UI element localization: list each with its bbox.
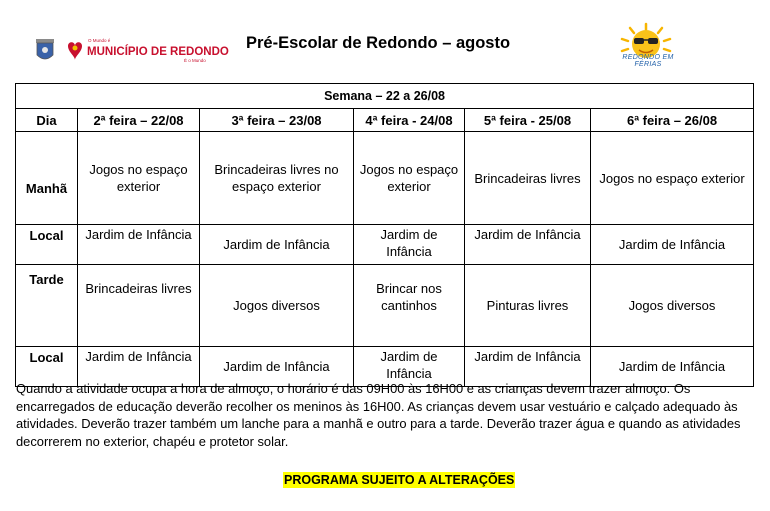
- table-row: [16, 225, 754, 265]
- table-cell: Jogos diversos: [591, 265, 754, 347]
- table-row: [16, 132, 754, 225]
- notice-banner: PROGRAMA SUJEITO A ALTERAÇÕES: [284, 473, 515, 487]
- column-header-day: Dia: [16, 109, 78, 132]
- coat-of-arms-icon: [36, 39, 54, 59]
- table-cell: Pinturas livres: [465, 265, 591, 347]
- table-cell: Jogos no espaço exterior: [354, 132, 465, 225]
- table-cell: Jardim de Infância: [465, 225, 591, 265]
- table-cell: Jardim de Infância: [200, 225, 354, 265]
- row-label-afternoon: Tarde: [16, 265, 78, 347]
- row-label-location: Local: [16, 225, 78, 265]
- schedule-table: [15, 83, 754, 387]
- table-cell: Jogos diversos: [200, 265, 354, 347]
- table-cell: Jardim de Infância: [78, 225, 200, 265]
- info-paragraph: Quando a atividade ocupa a hora de almoço, o horário é das 09H00 às 16H00 e as crianças devem trazer almoço. Os encarregados de educação deverão recolher os meninos às 16H00. As crianças devem usar vestuário e calçado adequado às atividades. Deverão trazer também um lanche para a manhã e outro para a tarde. Deverão trazer água e quando as atividades decorrerem no exterior, chapéu e protetor solar.: [16, 381, 741, 449]
- column-header-tuesday: 3ª feira – 23/08: [200, 109, 354, 132]
- municipio-redondo-logo: [34, 34, 229, 68]
- municipality-name: MUNICÍPIO DE REDONDO: [87, 46, 229, 58]
- table-cell: Jardim de Infância: [78, 347, 200, 387]
- column-header-thursday: 5ª feira - 25/08: [465, 109, 591, 132]
- table-cell: Jardim de Infância: [354, 225, 465, 265]
- header-row: [16, 109, 754, 132]
- sun-icon: [622, 24, 670, 58]
- column-header-friday: 6ª feira – 26/08: [591, 109, 754, 132]
- table-cell: Jogos no espaço exterior: [591, 132, 754, 225]
- table-cell: Brincadeiras livres no espaço exterior: [200, 132, 354, 225]
- heart-emblem-icon: [68, 42, 82, 60]
- row-label-morning: Manhã: [16, 132, 78, 225]
- municipality-tag-top: O Mundo é: [88, 38, 111, 43]
- table-cell: Jardim de Infância: [465, 347, 591, 387]
- week-label: Semana – 22 a 26/08: [16, 84, 754, 109]
- table-cell: Jardim de Infância: [591, 225, 754, 265]
- table-row: [16, 265, 754, 347]
- table-cell: Jardim de Infância: [354, 347, 465, 387]
- table-cell: Brincar nos cantinhos: [354, 265, 465, 347]
- page-title: Pré-Escolar de Redondo – agosto: [246, 34, 511, 52]
- column-header-wednesday: 4ª feira - 24/08: [354, 109, 465, 132]
- municipality-tag-bottom: É o Mundo: [184, 58, 206, 63]
- row-label-location: Local: [16, 347, 78, 387]
- week-row: [16, 84, 754, 109]
- table-cell: Jogos no espaço exterior: [78, 132, 200, 225]
- table-cell: Jardim de Infância: [591, 347, 754, 387]
- table-cell: Jardim de Infância: [200, 347, 354, 387]
- column-header-monday: 2ª feira – 22/08: [78, 109, 200, 132]
- redondo-em-ferias-label: REDONDO EM FÉRIAS: [622, 54, 674, 68]
- table-cell: Brincadeiras livres: [78, 265, 200, 347]
- table-cell: Brincadeiras livres: [465, 132, 591, 225]
